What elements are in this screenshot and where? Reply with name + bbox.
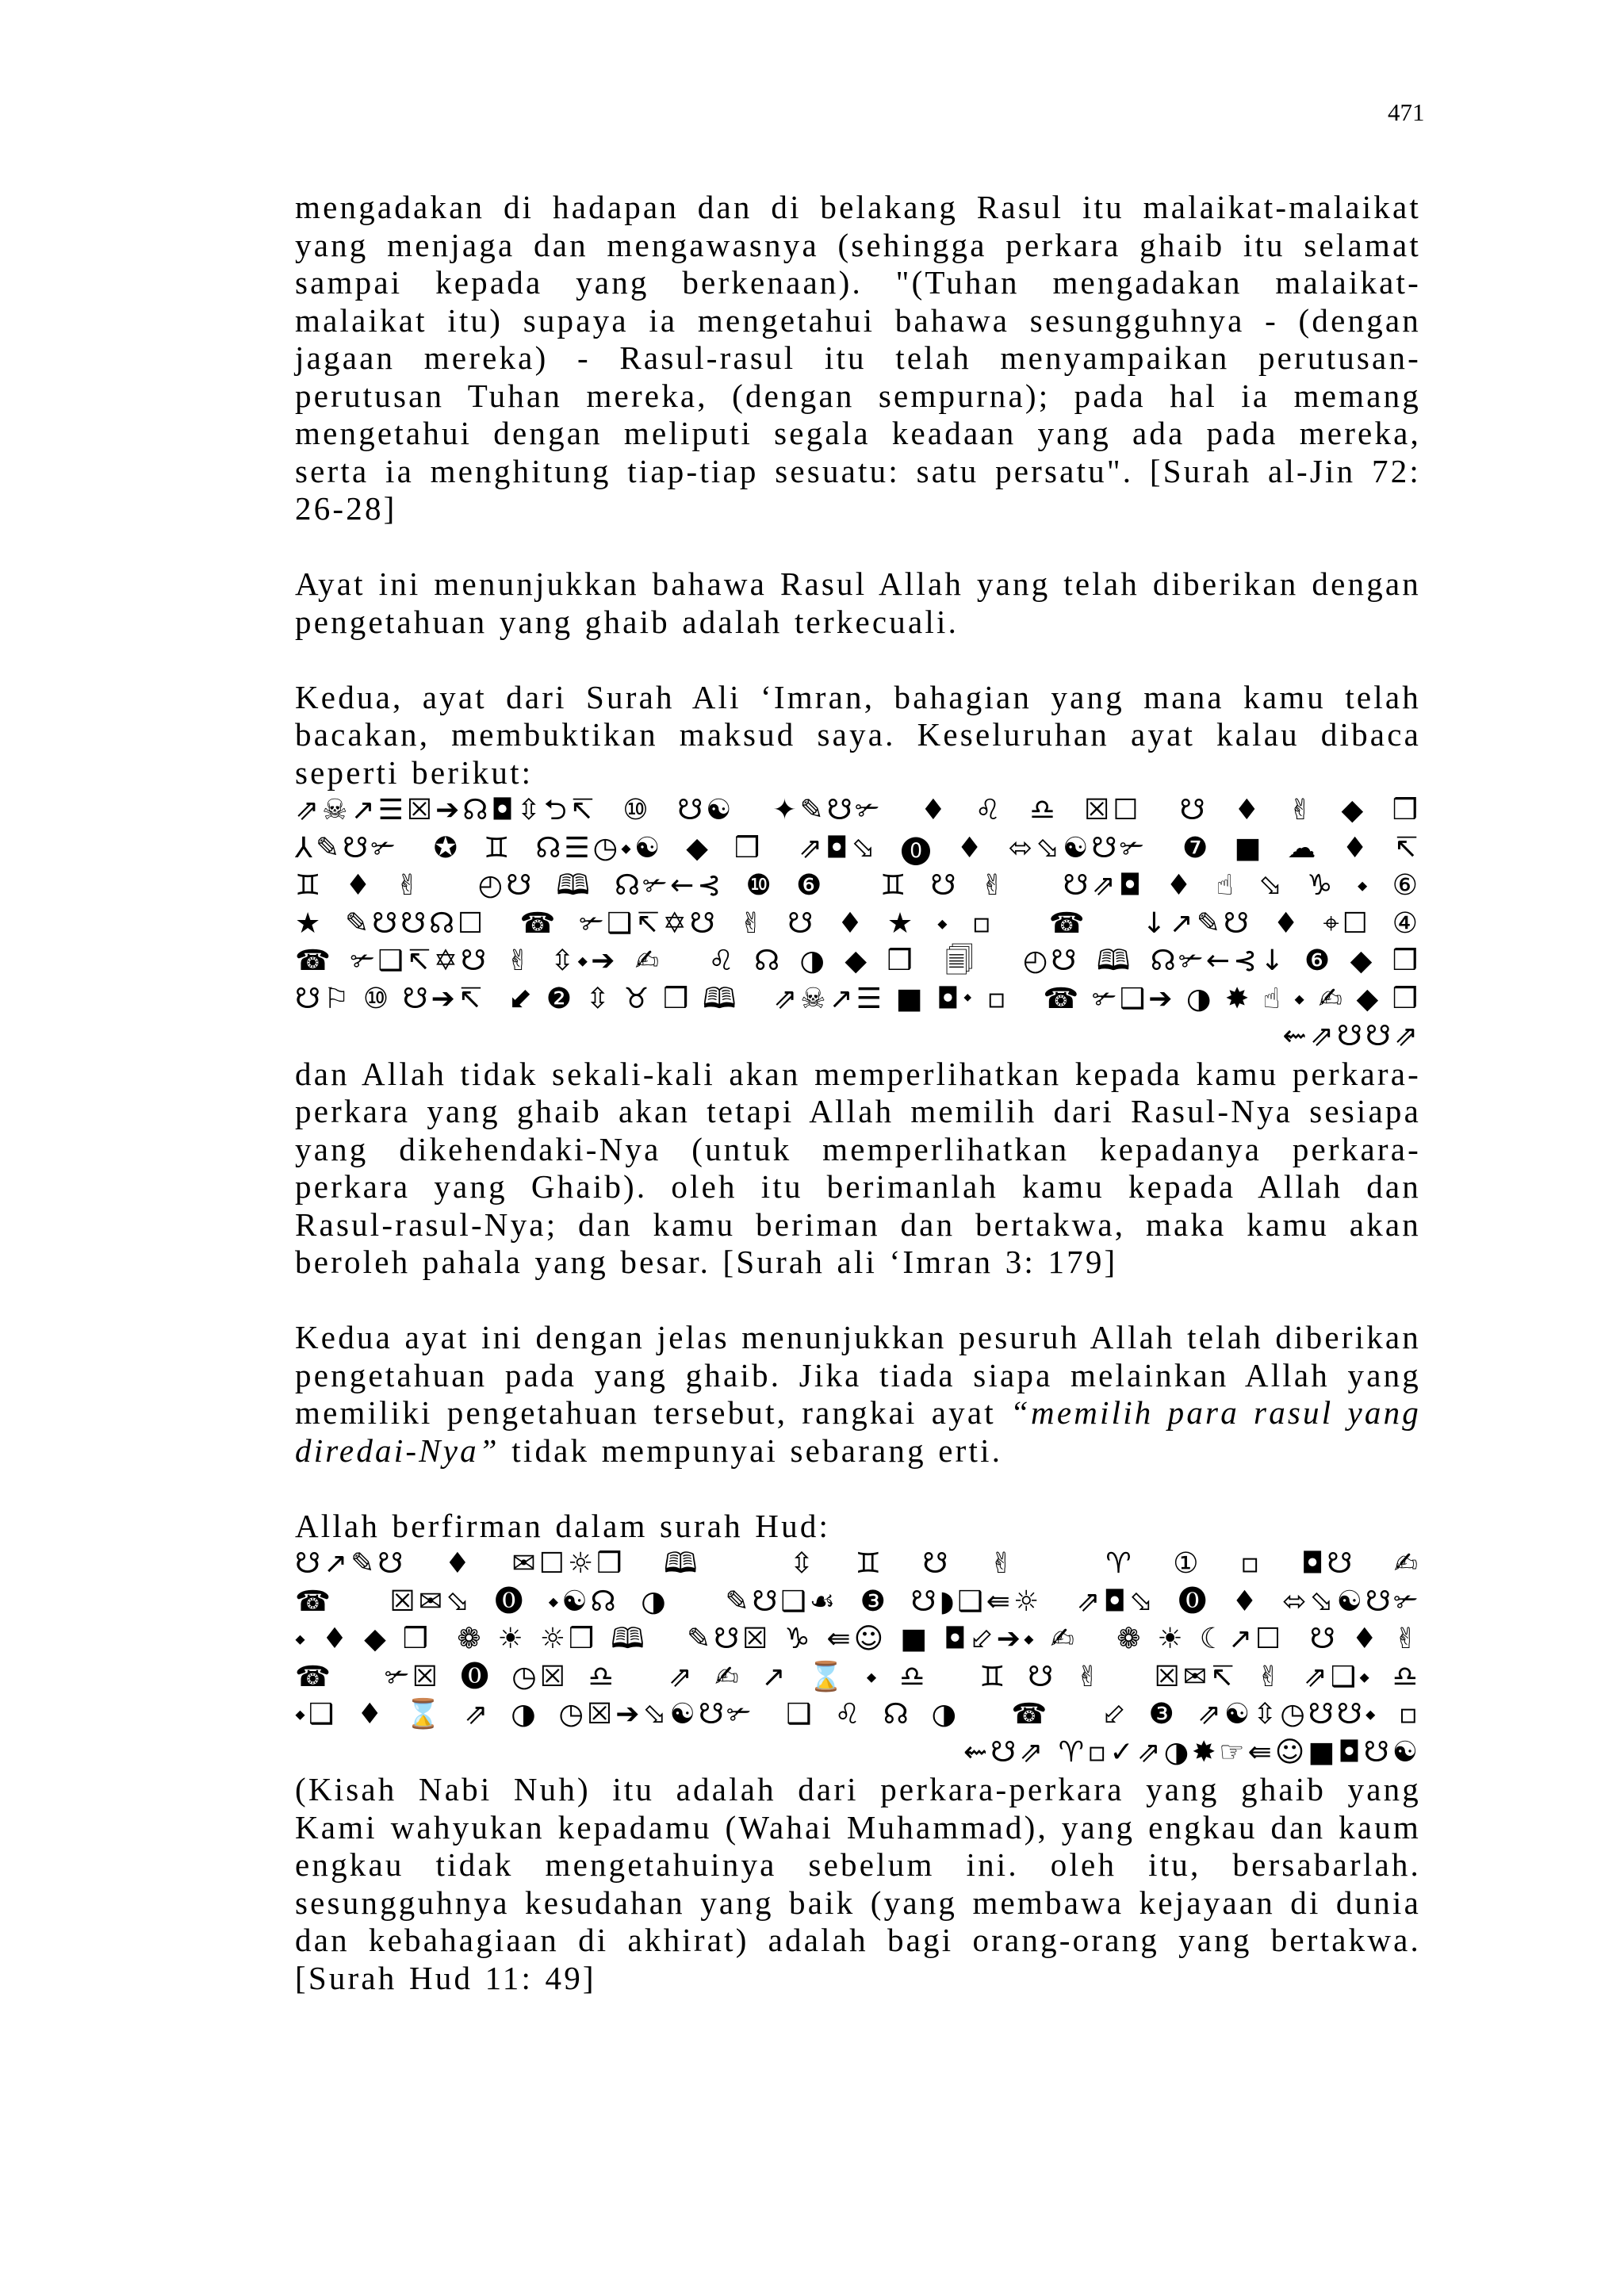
verse-line: ☋⚐⑩☋➔↸ ⬋❷⇳♉❒🕮 ⇗☠↗☰■◘⬩▫ ☎✃❑➔◑✸☝⬩✍◆❒: [295, 982, 1421, 1015]
emphasized-quote: “memilih para rasul yang diredai-Nya”: [295, 1394, 1421, 1469]
paragraph-al-jin: mengadakan di hadapan dan di belakang Rasul itu malaikat-malaikat yang menjaga dan mengawasnya (sehingga perkara ghaib itu selamat sampai kepada yang berkenaan). "(Tuhan mengadakan malaikat-malaikat itu) supaya ia mengetahui bahawa sesungguhnya - (dengan jagaan mereka) - Rasul-rasul itu telah menyampaikan perutusan-perutusan Tuhan mereka, (dengan sempurna); pada hal ia memang mengetahui dengan meliputi segala keadaan yang ada pada mereka, serta ia menghitung tiap-tiap sesuatu: satu persatu". [Surah al-Jin 72: 26-28]: [295, 189, 1421, 527]
arabic-verse-hud: [295, 1545, 1421, 1771]
document-body: [295, 189, 1421, 1997]
verse-line: ⬩♦◆❒ ❁☀☼❒🕮 ✎☋☒♑⇚☺■◘⬃➔⬩✍ ❁☀☾↗☐ ☋♦✌: [295, 1623, 1421, 1655]
verse-line: ★✎☋☋☊☐ ☎✃❑↸✡☋✌☋♦★⬩▫ ☎ ↓↗✎☋♦⌖☐④: [295, 907, 1421, 940]
arabic-verse-ali-imran: [295, 792, 1421, 1056]
paragraph-hud-intro: Allah berfirman dalam surah Hud:: [295, 1507, 831, 1544]
verse-line: ⇗☠↗☰☒➔☊◘⇳⮌↸⑩☋☯ ✦✎☋✃ ♦♌♎☒☐ ☋♦✌◆❒: [295, 794, 1421, 826]
verse-line: ☋↗✎☋♦✉☐☼❒🕮 ⇳♊☋✌ ♈①▫◘☋✍: [295, 1547, 1421, 1580]
page-number: 471: [1388, 98, 1425, 126]
verse-line: ☎ ✃☒⓿◷☒♎ ⇗✍↗⌛⬩♎ ♊☋✌ ☒✉↸✌⇗❑⬩♎: [295, 1660, 1421, 1693]
verse-line: ⇜☋⇗ ♈▫✓⇗◑✸☞⇚☺■◘☋☯: [963, 1735, 1421, 1769]
paragraph-ali-imran-translation: dan Allah tidak sekali-kali akan memperlihatkan kepada kamu perkara-perkara yang ghaib akan tetapi Allah memilih dari Rasul-Nya sesiapa yang dikehendaki-Nya (untuk memperlihatkan kepadanya perkara-perkara yang Ghaib). oleh itu berimanlah kamu kepada Allah dan Rasul-rasul-Nya; dan kamu beriman dan bertakwa, maka kamu akan beroleh pahala yang besar. [Surah ali ‘Imran 3: 179]: [295, 1055, 1421, 1280]
verse-line: ☎✃❑↸✡☋✌⇳⬩➔✍ ♌☊◑◆❒ 🗐 ◴☋🕮☊✃←⊰↓❻◆❒: [295, 945, 1421, 977]
paragraph-explanation: Ayat ini menunjukkan bahawa Rasul Allah yang telah diberikan dengan pengetahuan yang ghaib adalah terkecuali.: [295, 565, 1421, 640]
paragraph-hud-translation: (Kisah Nabi Nuh) itu adalah dari perkara-perkara yang ghaib yang Kami wahyukan kepadamu (Wahai Muhammad), yang engkau dan kaum engkau tidak mengetahuinya sebelum ini. oleh itu, bersabarlah. sesungguhnya kesudahan yang baik (yang membawa kejayaan di dunia dan kebahagiaan di akhirat) adalah bagi orang-orang yang bertakwa. [Surah Hud 11: 49]: [295, 1771, 1421, 1996]
conclusion-text: Kedua ayat ini dengan jelas menunjukkan pesuruh Allah telah diberikan pengetahuan pada yang ghaib. Jika tiada siapa melainkan Allah yang memiliki pengetahuan tersebut, rangkai ayat: [295, 1319, 1421, 1431]
paragraph-ali-imran-intro: Kedua, ayat dari Surah Ali ‘Imran, bahagian yang mana kamu telah bacakan, membuktikan maksud saya. Keseluruhan ayat kalau dibaca seperti berikut:: [295, 678, 1421, 791]
conclusion-text-end: tidak mempunyai sebarang erti.: [499, 1432, 1003, 1469]
verse-line: ⅄✎☋✃ ✪♊☊☰◷⬩☯◆❒ ⇗◘⬂⓿♦⬄⬂☯☋✃ ❼■☁♦↸: [295, 831, 1421, 864]
verse-line: ☎ ☒✉⬂⓿⬩☯☊◑ ✎☋❑☙❸☋◗❑⇚☼ ⇗◘⬂⓿♦⬄⬂☯☋✃: [295, 1585, 1421, 1618]
verse-line: ♊♦✌ ◴☋🕮☊✃←⊰❿❻ ♊☋✌ ☋⇗◘♦☝⬂♑⬩⑥: [295, 869, 1421, 902]
verse-line: ⬩❑♦⌛⇗◑◷☒➔⬂☯☋✃ ❑♌☊◑ ☎ ⬃❸⇗☯⇳◷☋☋⬩▫: [295, 1698, 1421, 1731]
paragraph-conclusion: [295, 1319, 1421, 1470]
verse-line: ⇜⇗☋☋⇗: [1282, 1020, 1421, 1052]
